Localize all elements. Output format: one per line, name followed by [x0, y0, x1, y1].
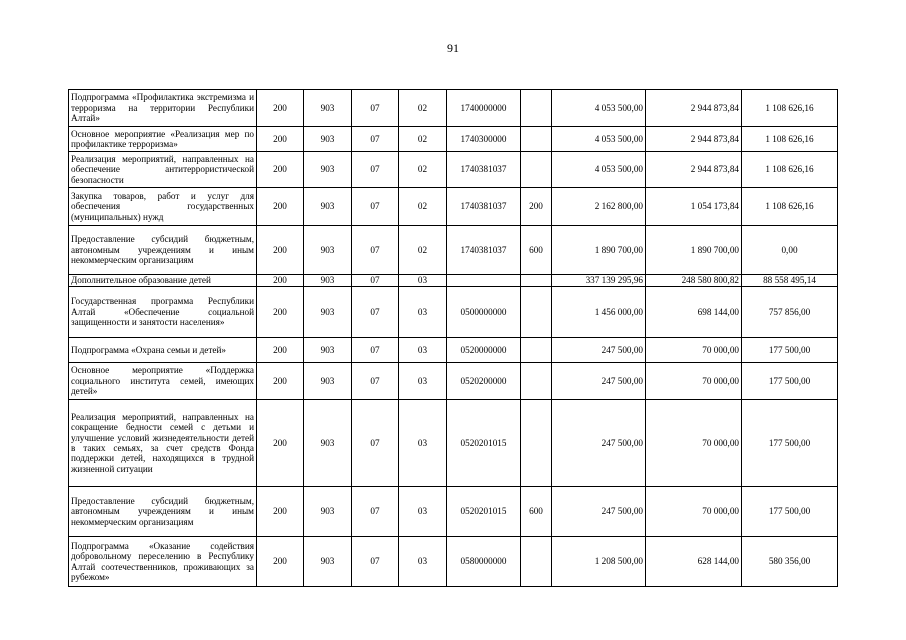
table-row	[69, 188, 838, 226]
row-name: Государственная программа Республики Алтай «Обеспечение социальной защищенности и занятости населения»	[69, 287, 257, 338]
cell-admin-code: 200	[257, 537, 304, 587]
cell-ministry-code: 903	[304, 400, 352, 487]
cell-subsection: 03	[399, 275, 447, 287]
table-row	[69, 363, 838, 400]
cell-amount-planned: 2 162 800,00	[552, 188, 646, 226]
cell-amount-planned: 4 053 500,00	[552, 127, 646, 152]
cell-subsection: 02	[399, 90, 447, 127]
cell-admin-code: 200	[257, 487, 304, 537]
table-row	[69, 338, 838, 363]
cell-expense-type	[521, 338, 552, 363]
table-row	[69, 226, 838, 275]
cell-admin-code: 200	[257, 363, 304, 400]
cell-target-article: 1740381037	[447, 188, 521, 226]
page-number: 91	[447, 41, 459, 55]
cell-amount-executed: 698 144,00	[646, 287, 742, 338]
cell-ministry-code: 903	[304, 338, 352, 363]
cell-section: 07	[352, 275, 399, 287]
cell-ministry-code: 903	[304, 537, 352, 587]
cell-expense-type	[521, 363, 552, 400]
cell-target-article: 0520200000	[447, 363, 521, 400]
cell-amount-remaining: 177 500,00	[742, 400, 838, 487]
cell-subsection: 03	[399, 487, 447, 537]
cell-expense-type	[521, 275, 552, 287]
table-row	[69, 127, 838, 152]
cell-expense-type	[521, 537, 552, 587]
cell-amount-executed: 628 144,00	[646, 537, 742, 587]
cell-amount-executed: 70 000,00	[646, 338, 742, 363]
cell-expense-type	[521, 400, 552, 487]
table-row	[69, 90, 838, 127]
row-name: Закупка товаров, работ и услуг для обеспечения государственных (муниципальных) нужд	[69, 188, 257, 226]
cell-section: 07	[352, 487, 399, 537]
cell-amount-planned: 4 053 500,00	[552, 152, 646, 188]
cell-section: 07	[352, 226, 399, 275]
cell-admin-code: 200	[257, 188, 304, 226]
cell-amount-planned: 1 890 700,00	[552, 226, 646, 275]
cell-subsection: 03	[399, 287, 447, 338]
cell-amount-remaining: 88 558 495,14	[742, 275, 838, 287]
cell-amount-planned: 247 500,00	[552, 338, 646, 363]
table-row	[69, 275, 838, 287]
cell-target-article: 0500000000	[447, 287, 521, 338]
cell-expense-type: 200	[521, 188, 552, 226]
cell-expense-type: 600	[521, 487, 552, 537]
cell-ministry-code: 903	[304, 152, 352, 188]
cell-ministry-code: 903	[304, 188, 352, 226]
cell-amount-executed: 1 054 173,84	[646, 188, 742, 226]
cell-subsection: 02	[399, 127, 447, 152]
cell-target-article: 0580000000	[447, 537, 521, 587]
cell-subsection: 02	[399, 188, 447, 226]
cell-expense-type: 600	[521, 226, 552, 275]
row-name: Реализация мероприятий, направленных на обеспечение антитеррористической безопасности	[69, 152, 257, 188]
cell-section: 07	[352, 537, 399, 587]
cell-expense-type	[521, 152, 552, 188]
cell-subsection: 03	[399, 338, 447, 363]
row-name: Подпрограмма «Профилактика экстремизма и терроризма на территории Республики Алтай»	[69, 90, 257, 127]
cell-admin-code: 200	[257, 152, 304, 188]
cell-amount-remaining: 580 356,00	[742, 537, 838, 587]
cell-amount-remaining: 1 108 626,16	[742, 188, 838, 226]
cell-target-article: 0520000000	[447, 338, 521, 363]
cell-target-article: 1740000000	[447, 90, 521, 127]
cell-expense-type	[521, 90, 552, 127]
cell-amount-executed: 70 000,00	[646, 363, 742, 400]
cell-amount-planned: 1 208 500,00	[552, 537, 646, 587]
cell-amount-executed: 70 000,00	[646, 487, 742, 537]
table-row	[69, 152, 838, 188]
cell-amount-remaining: 757 856,00	[742, 287, 838, 338]
cell-ministry-code: 903	[304, 90, 352, 127]
cell-amount-remaining: 177 500,00	[742, 363, 838, 400]
row-name: Предоставление субсидий бюджетным, автономным учреждениям и иным некоммерческим организациям	[69, 487, 257, 537]
row-name: Подпрограмма «Оказание содействия добровольному переселению в Республику Алтай соотечественников, проживающих за рубежом»	[69, 537, 257, 587]
cell-target-article: 1740381037	[447, 152, 521, 188]
cell-section: 07	[352, 127, 399, 152]
cell-amount-executed: 2 944 873,84	[646, 127, 742, 152]
cell-amount-planned: 4 053 500,00	[552, 90, 646, 127]
cell-section: 07	[352, 363, 399, 400]
cell-ministry-code: 903	[304, 363, 352, 400]
cell-ministry-code: 903	[304, 127, 352, 152]
row-name: Предоставление субсидий бюджетным, автономным учреждениям и иным некоммерческим организациям	[69, 226, 257, 275]
table-row	[69, 537, 838, 587]
cell-section: 07	[352, 338, 399, 363]
cell-admin-code: 200	[257, 287, 304, 338]
cell-section: 07	[352, 400, 399, 487]
cell-amount-remaining: 0,00	[742, 226, 838, 275]
cell-amount-executed: 70 000,00	[646, 400, 742, 487]
cell-amount-planned: 1 456 000,00	[552, 287, 646, 338]
row-name: Дополнительное образование детей	[69, 275, 257, 287]
cell-target-article: 0520201015	[447, 487, 521, 537]
table-row	[69, 487, 838, 537]
cell-admin-code: 200	[257, 127, 304, 152]
cell-subsection: 03	[399, 537, 447, 587]
cell-amount-planned: 247 500,00	[552, 363, 646, 400]
cell-admin-code: 200	[257, 275, 304, 287]
cell-target-article: 1740300000	[447, 127, 521, 152]
cell-amount-executed: 248 580 800,82	[646, 275, 742, 287]
table-row	[69, 287, 838, 338]
cell-amount-executed: 2 944 873,84	[646, 152, 742, 188]
cell-amount-planned: 337 139 295,96	[552, 275, 646, 287]
cell-amount-executed: 1 890 700,00	[646, 226, 742, 275]
cell-section: 07	[352, 287, 399, 338]
cell-amount-planned: 247 500,00	[552, 487, 646, 537]
cell-ministry-code: 903	[304, 287, 352, 338]
row-name: Основное мероприятие «Реализация мер по профилактике терроризма»	[69, 127, 257, 152]
cell-amount-remaining: 177 500,00	[742, 487, 838, 537]
cell-target-article	[447, 275, 521, 287]
cell-amount-remaining: 1 108 626,16	[742, 127, 838, 152]
cell-amount-planned: 247 500,00	[552, 400, 646, 487]
budget-table	[68, 89, 838, 587]
cell-admin-code: 200	[257, 226, 304, 275]
cell-target-article: 0520201015	[447, 400, 521, 487]
cell-subsection: 03	[399, 400, 447, 487]
row-name: Основное мероприятие «Поддержка социального института семей, имеющих детей»	[69, 363, 257, 400]
cell-expense-type	[521, 127, 552, 152]
cell-subsection: 02	[399, 226, 447, 275]
cell-subsection: 03	[399, 363, 447, 400]
cell-section: 07	[352, 188, 399, 226]
cell-subsection: 02	[399, 152, 447, 188]
cell-ministry-code: 903	[304, 487, 352, 537]
cell-ministry-code: 903	[304, 226, 352, 275]
row-name: Подпрограмма «Охрана семьи и детей»	[69, 338, 257, 363]
cell-amount-remaining: 177 500,00	[742, 338, 838, 363]
cell-admin-code: 200	[257, 400, 304, 487]
cell-section: 07	[352, 90, 399, 127]
cell-admin-code: 200	[257, 338, 304, 363]
cell-amount-remaining: 1 108 626,16	[742, 152, 838, 188]
cell-admin-code: 200	[257, 90, 304, 127]
cell-amount-remaining: 1 108 626,16	[742, 90, 838, 127]
cell-section: 07	[352, 152, 399, 188]
table-row	[69, 400, 838, 487]
row-name: Реализация мероприятий, направленных на сокращение бедности семей с детьми и улучшение условий жизнедеятельности детей в таких семьях, за счет средств Фонда поддержки детей, находящихся в трудной жизненной ситуации	[69, 400, 257, 487]
cell-ministry-code: 903	[304, 275, 352, 287]
cell-amount-executed: 2 944 873,84	[646, 90, 742, 127]
cell-target-article: 1740381037	[447, 226, 521, 275]
cell-expense-type	[521, 287, 552, 338]
